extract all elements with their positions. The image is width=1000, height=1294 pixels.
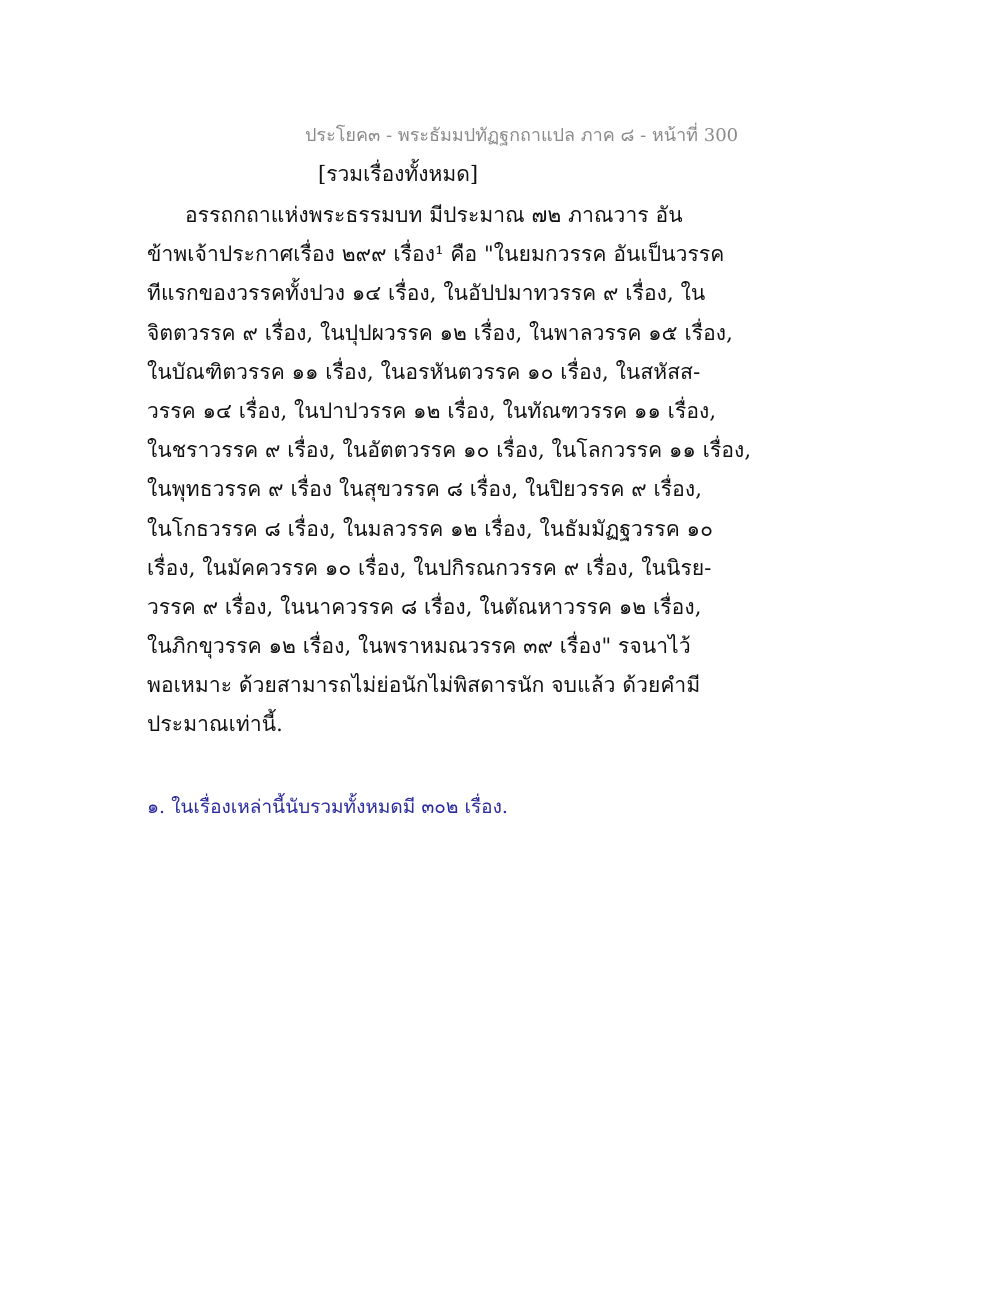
body-line: ในโกธวรรค ๘ เรื่อง, ในมลวรรค ๑๒ เรื่อง, ในธัมมัฏฐวรรค ๑๐ [147,516,713,541]
body-line: ในบัณฑิตวรรค ๑๑ เรื่อง, ในอรหันตวรรค ๑๐ เรื่อง, ในสหัสส- [147,359,701,384]
body-line: พอเหมาะ ด้วยสามารถไม่ย่อนักไม่พิสดารนัก จบแล้ว ด้วยคำมี [147,673,701,698]
body-line: ประมาณเท่านี้. [147,712,283,737]
section-title: [รวมเรื่องทั้งหมด] [318,162,479,186]
body-line: จิตตวรรค ๙ เรื่อง, ในปุปผวรรค ๑๒ เรื่อง, ในพาลวรรค ๑๕ เรื่อง, [147,320,733,345]
body-line: อรรถกถาแห่งพระธรรมบท มีประมาณ ๗๒ ภาณวาร อัน [185,203,683,227]
body-line: ทีแรกของวรรคทั้งปวง ๑๔ เรื่อง, ในอัปปมาทวรรค ๙ เรื่อง, ใน [147,281,706,306]
body-line: ในพุทธวรรค ๙ เรื่อง ในสุขวรรค ๘ เรื่อง, ในปิยวรรค ๙ เรื่อง, [147,477,703,502]
body-paragraph [147,196,752,745]
body-line: ข้าพเจ้าประกาศเรื่อง ๒๙๙ เรื่อง¹ คือ "ในยมกวรรค อันเป็นวรรค [147,242,725,267]
body-line: วรรค ๑๔ เรื่อง, ในปาปวรรค ๑๒ เรื่อง, ในทัณฑวรรค ๑๑ เรื่อง, [147,398,717,423]
footnote: ๑. ในเรื่องเหล่านี้นับรวมทั้งหมดมี ๓๐๒ เรื่อง. [147,796,508,818]
body-line: ในภิกขุวรรค ๑๒ เรื่อง, ในพราหมณวรรค ๓๙ เรื่อง" รจนาไว้ [147,634,691,659]
running-header: ประโยค๓ - พระธัมมปทัฏฐกถาแปล ภาค ๘ - หน้าที่ 300 [305,125,739,146]
body-line: เรื่อง, ในมัคควรรค ๑๐ เรื่อง, ในปกิรณกวรรค ๙ เรื่อง, ในนิรย- [147,555,712,580]
body-line: วรรค ๙ เรื่อง, ในนาควรรค ๘ เรื่อง, ในตัณหาวรรค ๑๒ เรื่อง, [147,594,702,619]
body-line: ในชราวรรค ๙ เรื่อง, ในอัตตวรรค ๑๐ เรื่อง, ในโลกวรรค ๑๑ เรื่อง, [147,438,752,463]
